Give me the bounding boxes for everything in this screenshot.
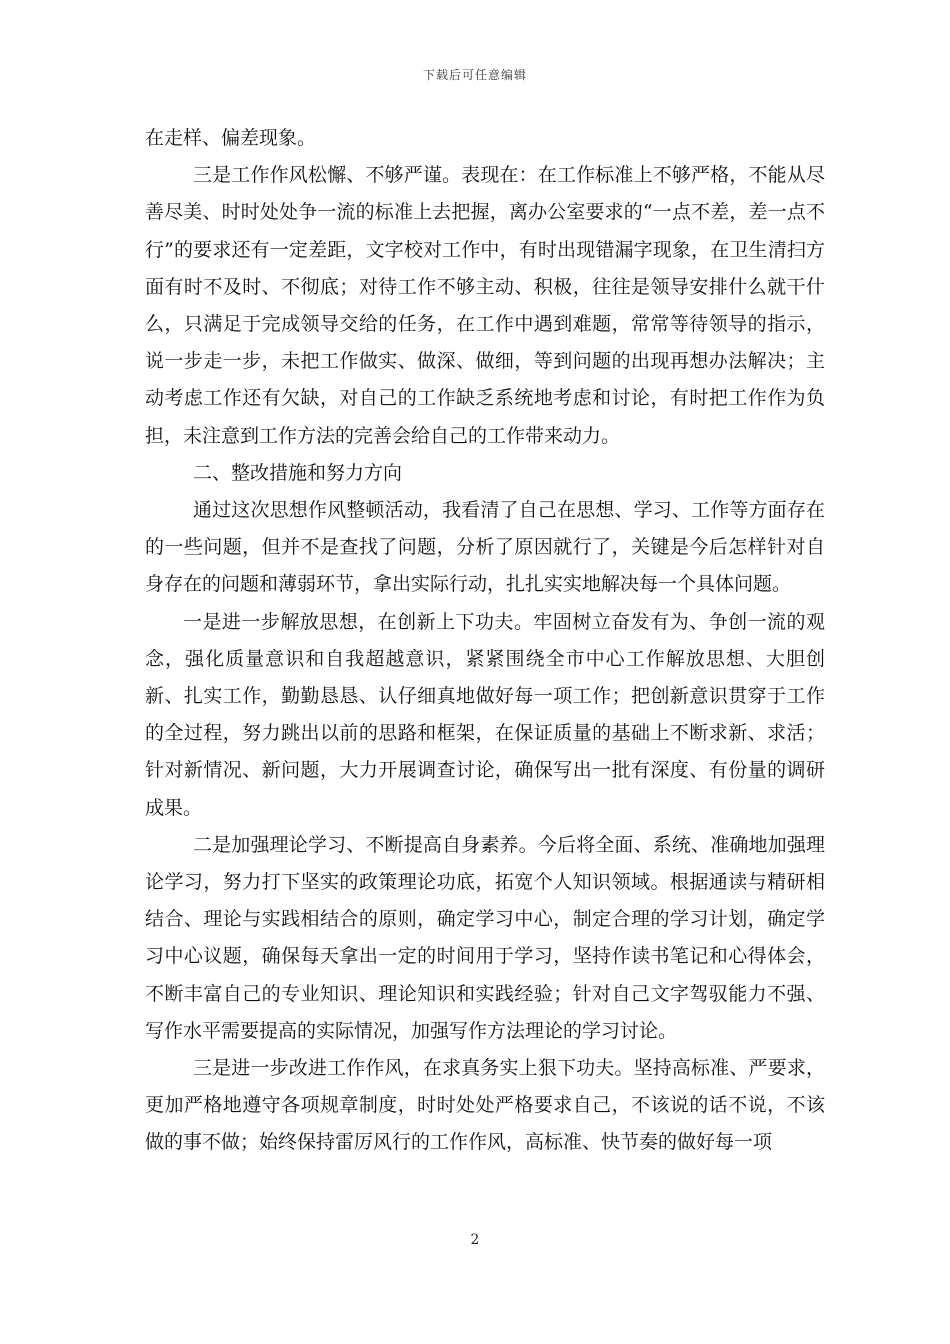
paragraph-rectification-intro: 通过这次思想作风整顿活动，我看清了自己在思想、学习、工作等方面存在的一些问题，但并不是查找了问题，分析了原因就行了，关键是今后怎样针对自身存在的问题和薄弱环节，拿出实际行动，扎扎实实地解决每一个具体问题。 bbox=[145, 499, 825, 596]
page-number: 2 bbox=[470, 1232, 480, 1248]
paragraph-improve-work-style: 三是进一步改进工作作风，在求真务实上狠下功夫。坚持高标准、严要求，更加严格地遵守各项规章制度，时时处处严格要求自己，不该说的话不说，不该做的事不做；始终保持雷厉风行的工作作风，高标准、快节奏的做好每一项 bbox=[145, 1057, 825, 1154]
document-body bbox=[145, 120, 825, 1162]
paragraph-continuation: 在走样、偏差现象。 bbox=[145, 127, 317, 149]
paragraph-emancipate-mind: 一是进一步解放思想，在创新上下功夫。牢固树立奋发有为、争创一流的观念，强化质量意识和自我超越意识，紧紧围绕全市中心工作解放思想、大胆创新、扎实工作，勤勤恳恳、认仔细真地做好每一项工作；把创新意识贯穿于工作的全过程，努力跳出以前的思路和框架，在保证质量的基础上不断求新、求活；针对新情况、新问题，大力开展调查讨论，确保写出一批有深度、有份量的调研成果。 bbox=[145, 610, 825, 819]
paragraph-theory-study: 二是加强理论学习、不断提高自身素养。今后将全面、系统、准确地加强理论学习，努力打下坚实的政策理论功底，拓宽个人知识领域。根据通读与精研相结合、理论与实践相结合的原则，确定学习中心，制定合理的学习计划，确定学习中心议题，确保每天拿出一定的时间用于学习，坚持作读书笔记和心得体会，不断丰富自己的专业知识、理论知识和实践经验；针对自己文字驾驭能力不强、写作水平需要提高的实际情况，加强写作方法理论的学习讨论。 bbox=[145, 833, 825, 1042]
paragraph-work-style: 三是工作作风松懈、不够严谨。表现在：在工作标准上不够严格，不能从尽善尽美、时时处处争一流的标准上去把握，离办公室要求的“一点不差，差一点不行”的要求还有一定差距，文字校对工作中，有时出现错漏字现象，在卫生清扫方面有时不及时、不彻底；对待工作不够主动、积极，往往是领导安排什么就干什么，只满足于完成领导交给的任务，在工作中遇到难题，常常等待领导的指示，说一步走一步，未把工作做实、做深、做细，等到问题的出现再想办法解决；主动考虑工作还有欠缺，对自己的工作缺乏系统地考虑和讨论，有时把工作作为负担，未注意到工作方法的完善会给自己的工作带来动力。 bbox=[145, 164, 825, 447]
page-header: 下载后可任意编辑 bbox=[422, 68, 527, 82]
section-heading-rectification: 二、整改措施和努力方向 bbox=[193, 461, 403, 484]
